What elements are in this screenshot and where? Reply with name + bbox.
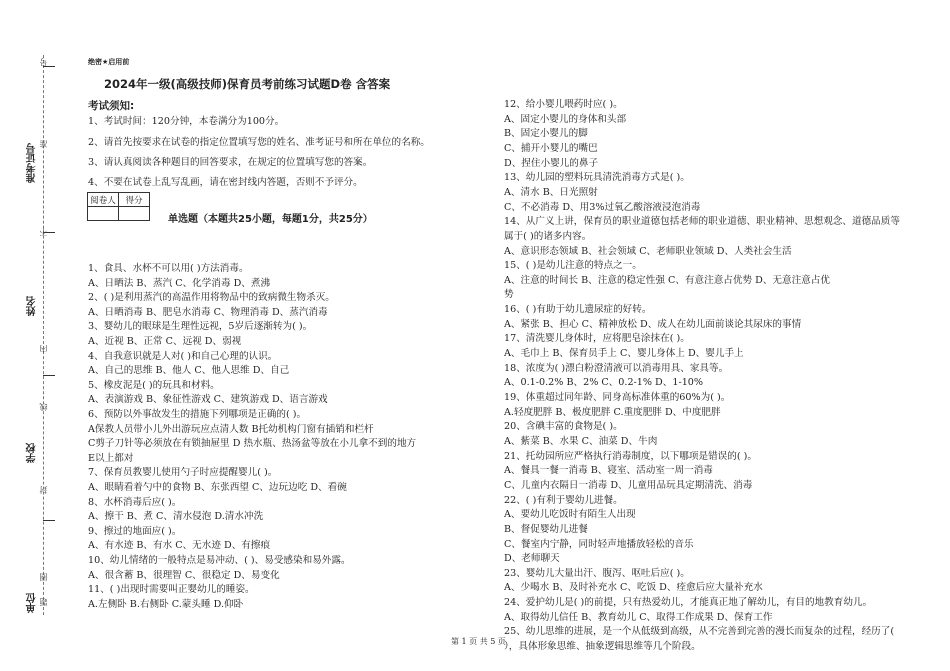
question-line: A、要幼儿吃饭时有陌生人出现: [504, 509, 636, 521]
question-line: A、擦干 B、煮 C、清水侵泡 D.清水冲洗: [88, 511, 264, 523]
question-line: 21、托幼园所应严格执行消毒制度，以下哪项是错误的( )。: [504, 450, 757, 462]
question-line: 25、幼儿思维的进展，是一个从低级到高级，从不完善到完善的漫长而复杂的过程，经历了(: [504, 626, 895, 638]
secret-label: 绝密★启用前: [88, 58, 130, 66]
section-title: 单选题（本题共25小题，每题1分，共25分）: [168, 214, 373, 225]
question-line: B、固定小婴儿的脚: [504, 128, 588, 140]
question-line: 9、擦过的地面应( )。: [88, 525, 182, 537]
question-line: 14、从广义上讲，保育员的职业道德包括老师的职业道德、职业精神、思想观念、道德品质等: [504, 216, 900, 228]
question-line: A、意识形态领域 B、社会领域 C、老师职业领域 D、人类社会生活: [504, 245, 792, 257]
question-line: 属于( )的诸多内容。: [504, 230, 592, 242]
question-line: 19、体重超过同年龄、同身高标准体重的60%为( )。: [504, 392, 731, 403]
margin-mark: 封: [39, 486, 48, 494]
question-line: 24、爱护幼儿是( )的前提，只有热爱幼儿，才能真正地了解幼儿，有目的地教育幼儿。: [504, 597, 873, 609]
page-number: 第 1 页 共 5 页: [451, 637, 506, 646]
question-line: D、老师聊天: [504, 553, 560, 565]
question-line: 5、橡皮泥是( )的玩具和材料。: [88, 379, 220, 391]
question-line: A、固定小婴儿的身体和头部: [504, 113, 627, 125]
question-line: A、紧张 B、担心 C、精神放松 D、成人在幼儿面前谈论其尿床的事情: [504, 318, 802, 330]
question-line: C、儿童内衣隔日一消毒 D、儿童用品玩具定期清洗、消毒: [504, 479, 753, 491]
question-line: A.左侧卧 B.右侧卧 C.蒙头睡 D.仰卧: [88, 598, 244, 610]
question-line: A、清水 B、日光照射: [504, 186, 598, 198]
question-line: A、眼睛看着勺中的食物 B、东张西望 C、边玩边吃 D、看碗: [88, 482, 347, 493]
reviewer-cell: 阅卷人: [88, 193, 119, 207]
question-line: C、捕开小婴儿的嘴巴: [504, 142, 598, 154]
margin-underline: [43, 375, 55, 376]
margin-underline: [43, 520, 55, 521]
margin-label-exam-number: 准考证号: [27, 143, 38, 183]
question-line: 11、( )出现时需要叫正婴幼儿的睡姿。: [88, 584, 255, 596]
question-line: A、紫菜 B、水果 C、油菜 D、牛肉: [504, 435, 658, 447]
question-line: ），具体形象思维、抽象逻辑思维等几个阶段。: [504, 641, 701, 653]
score-table: [87, 192, 150, 221]
question-line: A、0.1-0.2% B、2% C、0.2-1% D、1-10%: [504, 377, 704, 389]
margin-mark: 线: [39, 403, 48, 411]
question-line: 势: [504, 289, 514, 301]
question-line: 4、自我意识就是人对( )和自己心理的认识。: [88, 350, 278, 362]
question-line: 1、食具、水杯不可以用( )方法消毒。: [88, 263, 249, 274]
question-line: 17、清洗婴儿身体时，应将肥皂涂抹在( )。: [504, 333, 690, 345]
binding-line: [43, 55, 44, 615]
notice-heading: 考试须知:: [88, 100, 135, 112]
margin-label-name: 姓名: [27, 296, 38, 316]
question-line: D、捏住小婴儿的鼻子: [504, 157, 599, 169]
notice-item: 1、考试时间：120分钟，本卷满分为100分。: [88, 116, 285, 127]
question-line: A、少喝水 B、及时补充水 C、吃饭 D、痊愈后应大量补充水: [504, 582, 763, 594]
question-line: 22、( )有利于婴幼儿进餐。: [504, 494, 623, 506]
margin-mark: 内: [39, 345, 48, 353]
question-line: 15、( )是幼儿注意的特点之一。: [504, 260, 642, 272]
question-line: C剪子刀针等必须放在有锁抽屉里 D 热水瓶、热汤盆等放在小儿拿不到的地方: [88, 438, 417, 450]
question-line: A保教人员带小儿外出游玩应点清人数 B托幼机构门窗有插销和栏杆: [88, 423, 374, 435]
question-line: A、日晒法 B、蒸汽 C、化学消毒 D、煮沸: [88, 277, 271, 289]
question-line: A.轻度肥胖 B、极度肥胖 C.重度肥胖 D、中度肥胖: [504, 406, 721, 418]
question-line: 8、水杯消毒后应( )。: [88, 496, 182, 508]
margin-mark: 圈: [39, 573, 48, 581]
question-line: A、餐具一餐一消毒 B、寝室、活动室一周一消毒: [504, 465, 713, 477]
question-line: B、督促婴幼儿进餐: [504, 523, 588, 535]
notice-item: 3、请认真阅读各种题目的回答要求，在规定的位置填写您的答案。: [88, 157, 373, 168]
margin-label-school: 学校: [27, 443, 38, 463]
margin-mark: 准: [39, 140, 48, 148]
question-line: 7、保育员教婴儿使用勺子时应提醒婴儿( )。: [88, 467, 278, 479]
margin-underline: [43, 66, 55, 67]
question-line: 20、含碘丰富的食物是( )。: [504, 421, 623, 433]
question-line: 10、幼儿情绪的一般特点是易冲动、( )、易受感染和易外露。: [88, 555, 351, 566]
question-line: 6、预防以外事故发生的措施下列哪项是正确的( )。: [88, 409, 307, 420]
question-line: 2、( )是利用蒸汽的高温作用将物品中的致病微生物杀灭。: [88, 292, 335, 304]
reviewer-blank: [88, 207, 119, 221]
margin-label-unit: 单位: [27, 593, 38, 613]
notice-item: 2、请首先按要求在试卷的指定位置填写您的姓名、准考证号和所在单位的名称。: [88, 137, 430, 148]
question-line: A、自己的思维 B、他人 C、他人思维 D、自己: [88, 365, 290, 377]
question-line: A、有水迹 B、有水 C、无水迹 D、有擦痕: [88, 540, 271, 552]
question-line: C、不必消毒 D、用3%过氧乙酸溶液浸泡消毒: [504, 201, 701, 213]
question-line: E以上都对: [88, 452, 134, 464]
question-line: 23、婴幼儿大量出汗、腹泻、呕吐后应( )。: [504, 567, 690, 579]
score-blank: [119, 207, 150, 221]
question-line: A、毛巾上 B、保育员手上 C、婴儿身体上 D、婴儿手上: [504, 348, 744, 360]
question-line: 3、婴幼儿的眼球是生理性远视，5岁后逐渐转为( )。: [88, 321, 313, 333]
question-line: A、日晒消毒 B、肥皂水消毒 C、物理消毒 D、蒸汽消毒: [88, 306, 328, 318]
margin-mark: 号: [39, 58, 48, 66]
notice-item: 4、不要在试卷上乱写乱画，请在密封线内答题，否则不予评分。: [88, 177, 363, 188]
question-line: 18、浓度为( )漂白粉澄清液可以消毒用具、家具等。: [504, 362, 729, 374]
question-line: A、表演游戏 B、象征性游戏 C、建筑游戏 D、语言游戏: [88, 394, 328, 406]
question-line: A、注意的时间长 B、注意的稳定性强 C、有意注意占优势 D、无意注意占优: [504, 274, 830, 286]
margin-mark: 题: [39, 598, 48, 606]
question-line: A、取得幼儿信任 B、教育幼儿 C、取得工作成果 D、保育工作: [504, 611, 773, 623]
exam-title: 2024年一级(高级技师)保育员考前练习试题D卷 含答案: [104, 77, 391, 91]
question-line: 16、( )有助于幼儿遗尿症的好转。: [504, 304, 652, 316]
score-cell: 得分: [119, 193, 150, 207]
question-line: C、餐室内宁静，同时轻声地播放轻松的音乐: [504, 538, 694, 550]
question-line: A、近视 B、正常 C、远视 D、弱视: [88, 336, 242, 347]
margin-mark: 不: [39, 228, 48, 236]
question-line: 12、给小婴儿喂药时应( )。: [504, 99, 623, 110]
question-line: A、很含蓄 B、很理智 C、很稳定 D、易变化: [88, 569, 280, 581]
question-line: 13、幼儿园的塑料玩具清洗消毒方式是( )。: [504, 172, 690, 184]
